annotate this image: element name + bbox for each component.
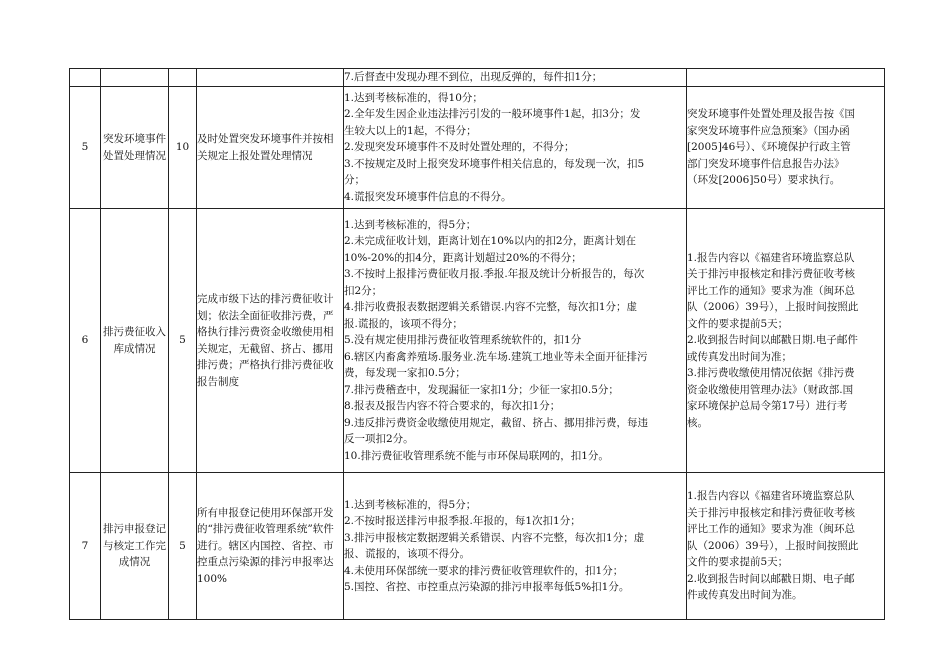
scoring-standards xyxy=(344,473,687,620)
table-row xyxy=(70,69,885,87)
scoring-standards xyxy=(344,209,687,473)
assessment-item xyxy=(101,69,169,87)
remark-line: 3.排污费收缴使用情况依据《排污费 xyxy=(687,367,855,380)
standard-line: 7.后督查中发现办理不到位，出现反弹的，每件扣1分； xyxy=(344,71,603,83)
assessment-item: 排污费征收入库成情况 xyxy=(101,209,169,473)
remark-line: [2005]46号）、《环境保护行政主管 xyxy=(687,141,851,154)
score-value: 5 xyxy=(169,473,197,620)
remark-line: 队（2006）39号），上报时间按照此 xyxy=(687,301,859,314)
assessment-table xyxy=(69,68,885,620)
standard-line: 分； xyxy=(344,174,365,187)
table-row xyxy=(70,87,885,209)
remark-line: 文件的要求提前5天； xyxy=(687,556,789,569)
standard-line: 4.谎报突发环境事件信息的不得分。 xyxy=(344,190,512,203)
standard-line: 2.不按时报送排污申报季报.年报的，每1次扣1分； xyxy=(344,515,581,527)
remark-line: 核。 xyxy=(687,416,708,429)
remark-line: 1.报告内容以《福建省环境监察总队 xyxy=(687,490,855,503)
row-number: 7 xyxy=(70,473,101,620)
remark-line: 突发环境事件处置处理及报告按《国 xyxy=(687,108,855,121)
standard-line: 2.全年发生因企业违法排污引发的一般环境事件1起，扣3分；发 xyxy=(344,108,641,121)
row-number: 5 xyxy=(70,87,101,209)
standard-line: 5.没有规定使用排污费征收管理系统软件的，扣1分 xyxy=(344,334,582,347)
standard-line: 1.达到考核标准的，得5分； xyxy=(344,218,477,231)
remark-line: 队（2006）39号），上报时间按照此 xyxy=(687,539,859,552)
standard-line: 3.排污申报核定数据逻辑关系错误、内容不完整，每次扣1分；虚 xyxy=(344,531,645,544)
assessment-item: 排污申报登记与核定工作完成情况 xyxy=(101,473,169,620)
remark-line: 评比工作的通知》要求为准（闽环总 xyxy=(687,523,855,536)
standard-line: 1.达到考核标准的，得5分； xyxy=(344,498,477,511)
assessment-item: 突发环境事件处置处理情况 xyxy=(101,87,169,209)
remark-line: 评比工作的通知》要求为准（闽环总 xyxy=(687,284,855,297)
score-value: 10 xyxy=(169,87,197,209)
scoring-standards xyxy=(344,87,687,209)
standard-line: 5.国控、省控、市控重点污染源的排污申报率每低5%扣1分。 xyxy=(344,581,630,593)
remark-line: 部门突发环境事件信息报告办法》 xyxy=(687,157,845,170)
remark-line: （环发[2006]50号）要求执行。 xyxy=(687,174,841,187)
standard-line: 反一项扣2分。 xyxy=(344,433,414,446)
assessment-content: 及时处置突发环境事件并按相关规定上报处置处理情况 xyxy=(197,87,344,209)
table-row xyxy=(70,473,885,620)
remark-line: 或传真发出时间为准； xyxy=(687,350,792,363)
standard-line: 报、谎报的，该项不得分。 xyxy=(344,548,470,560)
standard-line: 10.排污费征收管理系统不能与市环保局联网的，扣1分。 xyxy=(344,449,609,462)
standard-line: 7.排污费稽查中，发现漏征一家扣1分；少征一家扣0.5分； xyxy=(344,383,619,396)
remarks xyxy=(687,69,885,87)
row-number: 6 xyxy=(70,209,101,473)
remark-line: 关于排污申报核定和排污费征收考核 xyxy=(687,268,855,281)
standard-line: 4.未使用环保部统一要求的排污费征收管理软件的，扣1分； xyxy=(344,564,624,577)
assessment-content: 所有申报登记使用环保部开发的“排污费征收管理系统”软件进行。辖区内国控、省控、市控重点污染源的排污申报率达100% xyxy=(197,473,344,620)
standard-line: 扣2分； xyxy=(344,284,383,297)
score-value xyxy=(169,69,197,87)
score-value: 5 xyxy=(169,209,197,473)
row-number xyxy=(70,69,101,87)
standard-line: 生较大以上的1起，不得分； xyxy=(344,124,477,137)
standard-line: 10%-20%的扣4分，距离计划超过20%的不得分； xyxy=(344,251,582,264)
remark-line: 关于排污申报核定和排污费征收考核 xyxy=(687,506,855,519)
assessment-content xyxy=(197,69,344,87)
standard-line: 2.未完成征收计划，距离计划在10%以内的扣2分，距离计划在 xyxy=(344,235,637,248)
remark-line: 家环境保护总局令第17号）进行考 xyxy=(687,400,848,413)
remark-line: 件或传真发出时间为准。 xyxy=(687,589,803,602)
remarks xyxy=(687,473,885,620)
scoring-standards xyxy=(344,69,687,87)
remark-line: 家突发环境事件应急预案》（国办函 xyxy=(687,124,850,137)
standard-line: 8.报表及报告内容不符合要求的，每次扣1分； xyxy=(344,400,561,413)
remark-line: 资金收缴使用管理办法》（财政部.国 xyxy=(687,383,854,396)
remark-line: 1.报告内容以《福建省环境监察总队 xyxy=(687,251,855,264)
standard-line: 2.发现突发环境事件不及时处置处理的，不得分； xyxy=(344,141,575,154)
remark-line: 2.收到报告时间以邮戳日期、电子邮 xyxy=(687,572,855,585)
remarks xyxy=(687,209,885,473)
remarks xyxy=(687,87,885,209)
standard-line: 1.达到考核标准的，得10分； xyxy=(344,91,483,104)
standard-line: 3.不按时上报排污费征收月报.季报.年报及统计分析报告的，每次 xyxy=(344,268,645,281)
standard-line: 6.辖区内畜禽养殖场.服务业.洗车场.建筑工地业等未全面开征排污 xyxy=(344,350,648,363)
remark-line: 文件的要求提前5天； xyxy=(687,317,789,330)
standard-line: 报.谎报的，该项不得分； xyxy=(344,317,463,330)
remark-line: 2.收到报告时间以邮戳日期.电子邮件 xyxy=(687,334,858,347)
standard-line: 4.排污收费报表数据逻辑关系错误.内容不完整，每次扣1分；虚 xyxy=(344,301,638,314)
standard-line: 9.违反排污费资金收缴使用规定，截留、挤占、挪用排污费，每违 xyxy=(344,416,649,429)
table-row xyxy=(70,209,885,473)
standard-line: 费，每发现一家扣0.5分； xyxy=(344,367,466,380)
standard-line: 3.不按规定及时上报突发环境事件相关信息的，每发现一次，扣5 xyxy=(344,157,645,170)
assessment-content: 完成市级下达的排污费征收计划；依法全面征收排污费，严格执行排污费资金收缴使用相关规定，无截留、挤占、挪用排污费；严格执行排污费征收报告制度 xyxy=(197,209,344,473)
